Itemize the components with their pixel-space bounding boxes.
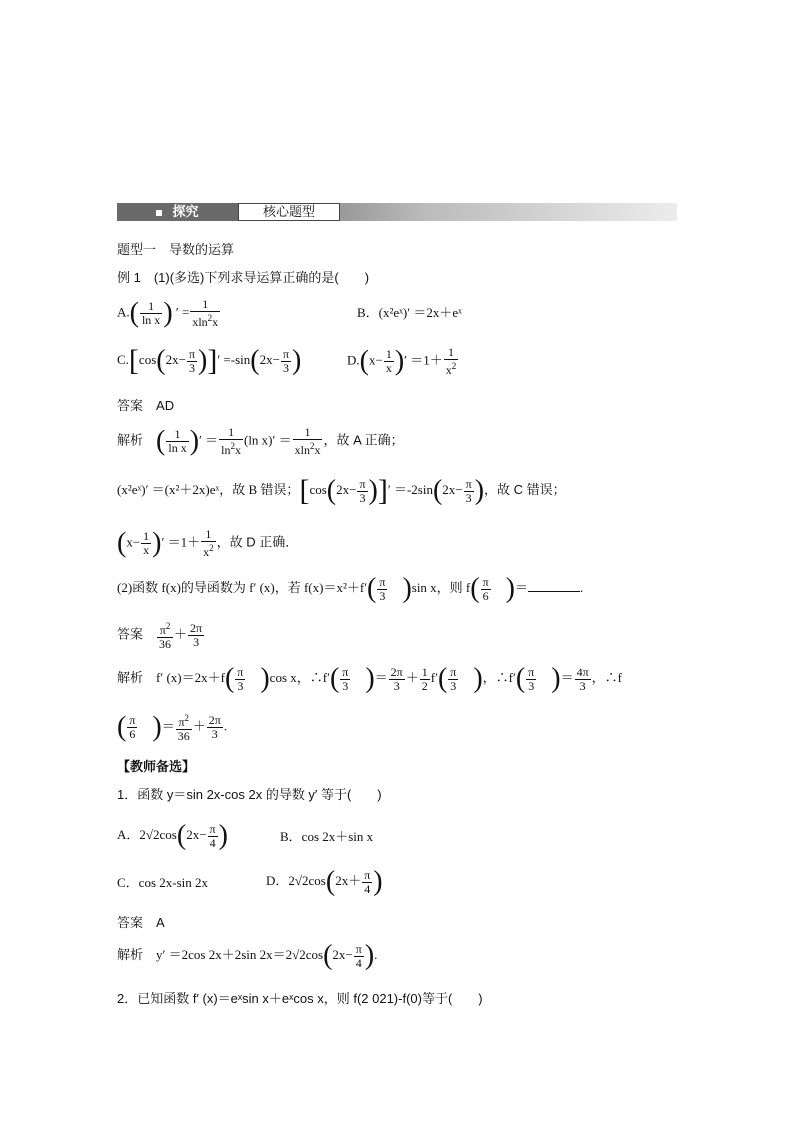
- option-c: C.[cos(2x− $\frac{\pi}{3}$ )]′ =-sin(2x− $\frac{\pi}{3}$ ): [117, 344, 302, 377]
- answer-1: 答案 AD: [117, 398, 175, 413]
- section-title: 题型一 导数的运算: [117, 242, 235, 257]
- teacher-q1-a: A．2√2cos(2x− $\frac{\pi}{4}$ ): [117, 820, 228, 851]
- teacher-q1-c: C．cos 2x-sin 2x: [117, 875, 209, 890]
- banner-core-types: 核心题型: [238, 203, 340, 221]
- solution-d: (x− $\frac{1}{x}$ )′ ＝1＋ $\frac{1}{x^2}$ ，故 D 正确．: [117, 527, 299, 559]
- teacher-title: 【教师备选】: [117, 759, 196, 774]
- teacher-q1-d: D．2√2cos(2x＋ $\frac{\pi}{4}$ ): [266, 866, 383, 897]
- answer-2: 答案 $\frac{\pi^2}{36}$ ＋ $\frac{2\pi}{3}$: [117, 621, 203, 651]
- banner-explore: 探究: [117, 203, 238, 221]
- option-a: A.( $\frac{1}{\text{ln x}}$ ) ′ = $\frac{1}{xln^2x}$: [117, 297, 219, 329]
- solution-bc: (x²eˣ)′ ＝(x²＋2x)eˣ，故 B 错误；[cos(2x− $\frac{\pi}{3}$ )]′ ＝-2sin(2x− $\frac{\pi}{3}$ )，故 C 错误；: [117, 474, 566, 507]
- teacher-q2: 2．已知函数 f′ (x)＝eˣsin x＋eˣcos x，则 f(2 021)-f(0)等于( ): [117, 991, 483, 1006]
- solution2-line2: ( $\frac{\pi}{6}$ )＝ $\frac{\pi^2}{36}$ ＋ $\frac{2\pi}{3}$ .: [117, 711, 228, 743]
- teacher-answer: 答案 A: [117, 915, 165, 930]
- section-banner: [117, 203, 677, 221]
- option-d: D.(x− $\frac{1}{x}$ )′ ＝1＋ $\frac{1}{x^2}$: [347, 345, 457, 377]
- example1-prompt: 例 1 (1)(多选)下列求导运算正确的是( ): [117, 270, 370, 285]
- teacher-solution: 解析 y′ ＝2cos 2x＋2sin 2x＝2√2cos(2x− $\frac{\pi}{4}$ ).: [117, 940, 378, 971]
- solution-a: 解析 ( $\frac{1}{\text{ln x}}$ )′ ＝ $\frac{1}{\ln^2x}$ (ln x)′ ＝ $\frac{1}{xln^2x}$ ，故 A 正确；: [117, 425, 404, 457]
- teacher-q1: 1．函数 y＝sin 2x-cos 2x 的导数 y′ 等于( ): [117, 787, 382, 802]
- part2-question: (2)函数 f(x)的导函数为 f′ (x)，若 f(x)＝x²＋f′( $\frac{\pi}{3}$ )sin x，则 f( $\frac{\pi}{6}$ )＝ .: [117, 573, 584, 604]
- square-bullet-icon: [156, 210, 162, 216]
- option-b: B．(x²eˣ)′ ＝2x＋eˣ: [357, 305, 462, 320]
- answer-blank: [528, 579, 580, 592]
- solution2-line1: 解析 f′ (x)＝2x＋f( $\frac{\pi}{3}$ )cos x，∴f′( $\frac{\pi}{3}$ )＝ $\frac{2\pi}{3}$ ＋ $\frac{1}{2}$ f′( $\frac{\pi}{3}$ )，∴f′( $\frac{\pi}{3}$ )＝ $\frac{4\pi}{3}$ ，∴f: [117, 663, 622, 694]
- teacher-q1-b: B．cos 2x＋sin x: [280, 829, 374, 844]
